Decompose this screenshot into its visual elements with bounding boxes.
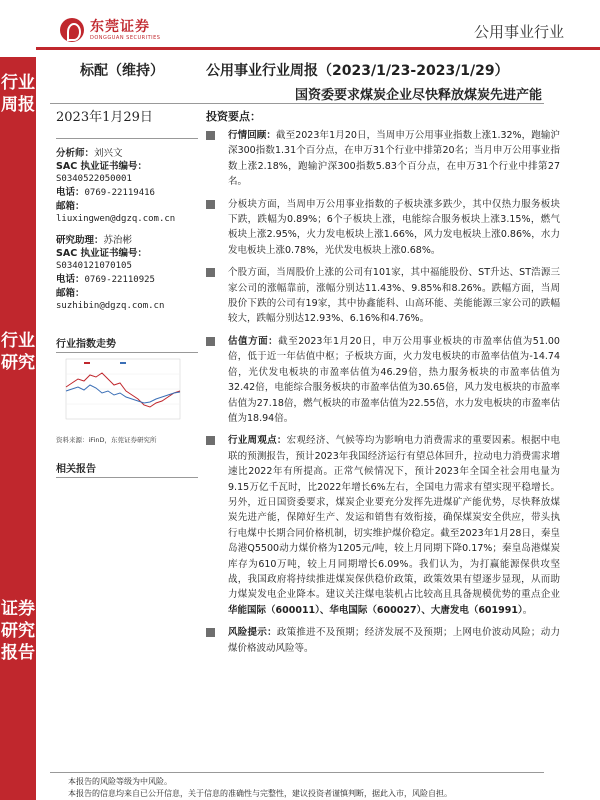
logo-name-cn: 东莞证券 (90, 18, 150, 35)
investment-points (206, 108, 560, 663)
report-title: 公用事业行业周报（2023/1/23-2023/1/29） (206, 63, 509, 79)
square-bullet-icon (206, 436, 215, 445)
footer-risk-level: 本报告的风险等级为中风险。 (68, 777, 172, 786)
square-bullet-icon (206, 131, 215, 140)
point-lead: 估值方面： (228, 335, 279, 347)
date-divider (56, 138, 198, 139)
square-bullet-icon (206, 628, 215, 637)
analyst-cert-label: SAC 执业证书编号： (56, 161, 147, 172)
analyst-email[interactable]: liuxingwen@dgzq.com.cn (56, 214, 176, 224)
square-bullet-icon (206, 268, 215, 277)
point-text: 政策推进不及预期；经济发展不及预期；上网电价波动风险；动力煤价格波动风险等。 (228, 627, 560, 654)
analyst-name: 刘兴文 (94, 148, 123, 159)
analyst-phone-label: 电话： (56, 187, 85, 198)
related-reports-title: 相关报告 (56, 460, 198, 478)
point-text: 截至2023年1月20日，申万公用事业板块的市盈率估值为51.00倍，低于近一年估值中枢；子板块方面，火力发电板块的市盈率估值为-14.74倍，光伏发电板块的市盈率估值为46.29倍，热力服务板块的市盈率估值为32.42倍，电能综合服务板块的市盈率估值为30.65倍，风力发电板块的市盈率估值为27.18倍，燃气板块的市盈率估值为22.55倍，水力发电板块的市盈率估值为18.94倍。 (228, 335, 560, 424)
analyst-phone: 0769-22119416 (84, 188, 155, 198)
point-lead: 风险提示： (228, 627, 277, 639)
point-lead: 行情回顾： (228, 130, 276, 141)
point-text: 宏观经济、气候等均为影响电力消费需求的重要因素。根据中电联的预测报告，预计2023年我国经济运行有望总体回升，拉动电力消费需求增速比2022年有所提高。正常气候情况下，预计2023年全国全社会用电量为9.15万亿千瓦时，比2022年增长6%左右，全国电力需求有望实现平稳增长。另外，近日国资委要求，煤炭企业要充分发挥先进煤矿产能优势，尽快释放煤炭先进产能，保障好生产、发运和销售有效衔接，确保煤炭安全供应，带头执行电煤中长期合同价格机制，切实维护煤价稳定。截至2023年1月28日，秦皇岛港Q5500动力煤价格为1205元/吨，较上月同期下降0.17%；秦皇岛港煤炭库存为610万吨，较上月同期增长6.09%。我们认为，为打赢能源保供攻坚战，我国政府将持续推进煤炭保供稳价政策，政策效果有望逐步显现，从而助力煤炭发电企业降本。建议关注煤电装机占比较高且具备规模优势的重点企业 (228, 435, 560, 601)
title-divider (50, 103, 544, 104)
analyst-email-label: 邮箱： (56, 201, 85, 212)
header-divider (36, 47, 600, 50)
assistant-phone: 0769-22110925 (84, 275, 155, 285)
point-lead: 行业周观点： (228, 435, 287, 447)
point-valuation (206, 334, 560, 426)
side-label-securities-report: 证券研究报告 (1, 599, 35, 663)
company-logo (60, 18, 160, 42)
point-market-review (206, 128, 560, 190)
left-column (56, 108, 198, 478)
square-bullet-icon (206, 200, 215, 209)
side-label-research: 行业研究 (1, 331, 35, 373)
point-stocks (206, 265, 560, 327)
footer-divider (50, 772, 544, 773)
side-label-weekly: 行业周报 (1, 73, 35, 115)
report-date: 2023年1月29日 (56, 110, 153, 125)
point-text: 截至2023年1月20日，当周申万公用事业指数上涨1.32%，跑输沪深300指数1.31个百分点，在申万31个行业中排第20名；当月申万公用事业指数上涨2.18%，跑输沪深300指数5.83个百分点，在申万31个行业中排第27名。 (228, 130, 560, 188)
footer-disclaimer (68, 776, 452, 800)
chart-graphic (56, 357, 182, 431)
assistant-block (56, 234, 198, 313)
footer-source-note: 本报告的信息均来自已公开信息，关于信息的准确性与完整性，建议投资者谨慎判断，据此入市，风险自担。 (68, 789, 452, 798)
assistant-name: 苏治彬 (103, 235, 133, 246)
logo-mark-icon (60, 18, 84, 42)
assistant-cert-label: SAC 执业证书编号： (56, 248, 147, 259)
assistant-cert: S0340121070105 (56, 261, 132, 271)
point-risk (206, 625, 560, 656)
point-sector (206, 197, 560, 259)
analyst-role-label: 分析师： (56, 148, 95, 159)
assistant-email-label: 邮箱： (56, 288, 85, 299)
assistant-role-label: 研究助理： (56, 235, 104, 246)
analyst-cert: S0340522050001 (56, 174, 132, 184)
rating: 标配（维持） (80, 63, 164, 79)
header-industry: 公用事业行业 (473, 23, 564, 41)
assistant-phone-label: 电话： (56, 274, 85, 285)
chart-source: 资料来源：iFinD，东莞证券研究所 (56, 436, 157, 444)
point-recommended-stocks: 华能国际（600011）、华电国际（600027）、大唐发电（601991） (228, 604, 523, 616)
report-subtitle: 国资委要求煤炭企业尽快释放煤炭先进产能 (294, 88, 542, 103)
logo-name-en: DONGGUAN SECURITIES (90, 34, 161, 41)
left-accent-bar (0, 57, 36, 800)
square-bullet-icon (206, 337, 215, 346)
point-text: 个股方面，当周股价上涨的公司有101家，其中福能股份、ST升达、ST浩源三家公司的涨幅靠前，涨幅分别达11.43%、9.85%和8.26%。跌幅方面，当周股价下跌的公司有19家，其中协鑫能科、山高环能、美能能源三家公司的跌幅较大，跌幅分别达12.93%、6.16%和4.76%。 (228, 267, 560, 325)
assistant-email[interactable]: suzhibin@dgzq.com.cn (56, 301, 165, 311)
point-text: 分板块方面，当周申万公用事业指数的子板块涨多跌少，其中仅热力服务板块下跌，跌幅为0.89%；6个子板块上涨，电能综合服务板块上涨3.15%，燃气板块上涨2.95%，火力发电板块上涨1.66%，风力发电板块上涨0.86%，水力发电板块上涨0.78%，光伏发电板块上涨0.68%。 (228, 198, 560, 256)
point-weekly-view (206, 433, 560, 618)
industry-index-chart (56, 357, 182, 431)
points-title: 投资要点： (206, 110, 261, 123)
chart-title: 行业指数走势 (56, 335, 198, 353)
analyst-block (56, 147, 198, 226)
point-text-end: 。 (522, 604, 533, 616)
